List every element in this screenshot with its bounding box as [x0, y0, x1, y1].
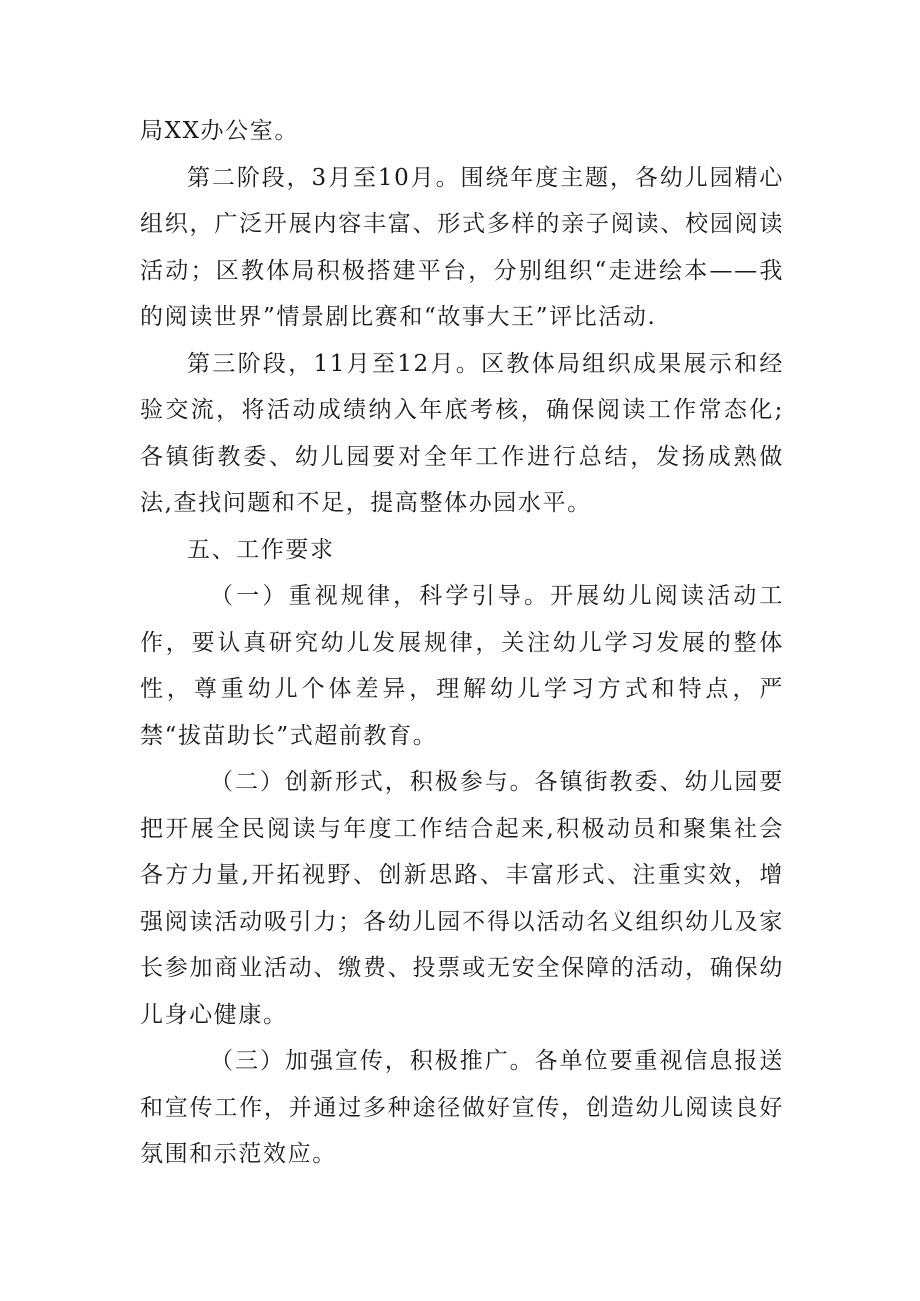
paragraph-stage-two: 第二阶段，3月至10月。围绕年度主题，各幼儿园精心组织，广泛开展内容丰富、形式多样的亲子阅读、校园阅读活动；区教体局积极搭建平台，分别组织“走进绘本——我的阅读世界”情景剧比赛和“故事大王”评比活动. — [140, 164, 784, 330]
paragraph-requirement-one: （一）重视规律，科学引导。开展幼儿阅读活动工作，要认真研究幼儿发展规律，关注幼儿学习发展的整体性，尊重幼儿个体差异，理解幼儿学习方式和特点，严禁“拔苗助长”式超前教育。 — [140, 583, 784, 749]
section-heading-work-requirements: 五、工作要求 — [187, 536, 335, 563]
document-body — [140, 108, 784, 1178]
paragraph-requirement-two: （二）创新形式，积极参与。各镇街教委、幼儿园要把开展全民阅读与年度工作结合起来,积极动员和聚集社会各方力量,开拓视野、创新思路、丰富形式、注重实效，增强阅读活动吸引力；各幼儿园不得以活动名义组织幼儿及家长参加商业活动、缴费、投票或无安全保障的活动，确保幼儿身心健康。 — [140, 769, 784, 1028]
paragraph-stage-three: 第三阶段，11月至12月。区教体局组织成果展示和经验交流，将活动成绩纳入年底考核，确保阅读工作常态化;各镇街教委、幼儿园要对全年工作进行总结，发扬成熟做法,查找问题和不足，提高整体办园水平。 — [140, 350, 784, 516]
paragraph-requirement-three: （三）加强宣传，积极推广。各单位要重视信息报送和宣传工作，并通过多种途径做好宣传，创造幼儿阅读良好氛围和示范效应。 — [140, 1048, 784, 1167]
paragraph-continuation: 局XX办公室。 — [140, 118, 299, 144]
